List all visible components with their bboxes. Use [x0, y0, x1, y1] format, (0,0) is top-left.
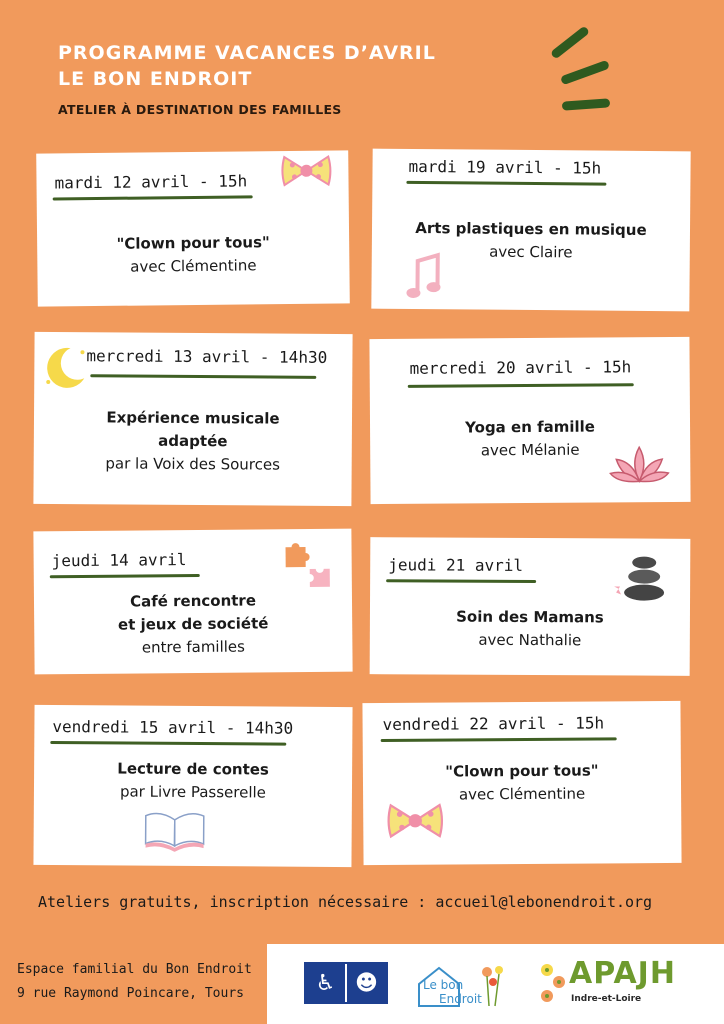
event-title: "Clown pour tous"	[116, 233, 270, 253]
book-icon	[142, 806, 208, 852]
event-date: mercredi 20 avril - 15h	[409, 357, 632, 378]
event-host: par la Voix des Sources	[105, 454, 281, 474]
event-date: mardi 19 avril - 15h	[408, 156, 602, 178]
mental-disability-icon: ☻	[347, 964, 386, 1002]
bow-icon	[280, 153, 332, 190]
event-card-jeudi-14	[33, 529, 352, 675]
apajh-name: APAJH	[569, 956, 676, 991]
address-line-1: Espace familial du Bon Endroit	[17, 962, 252, 977]
event-description	[34, 589, 353, 661]
event-date: mardi 12 avril - 15h	[54, 171, 248, 193]
registration-note: Ateliers gratuits, inscription nécessaire : accueil@lebonendroit.org	[38, 893, 653, 911]
address-block	[0, 944, 267, 1024]
date-underline	[381, 737, 617, 742]
date-underline	[408, 383, 634, 388]
event-title: Café rencontre	[129, 591, 257, 611]
event-card-vendredi-15	[33, 705, 352, 867]
event-title-cont: adaptée	[158, 431, 228, 451]
event-date: vendredi 22 avril - 15h	[382, 713, 605, 734]
apajh-logo	[537, 956, 712, 1014]
event-title: Arts plastiques en musique	[415, 218, 647, 240]
event-host: avec Clémentine	[130, 256, 257, 276]
event-host: avec Mélanie	[480, 440, 580, 460]
date-underline	[50, 574, 200, 578]
page-subtitle: ATELIER À DESTINATION DES FAMILLES	[58, 102, 342, 117]
event-description	[370, 605, 690, 653]
bow-icon	[385, 801, 445, 841]
event-card-mardi-19	[371, 149, 690, 312]
lotus-icon	[608, 441, 670, 487]
event-host: par Livre Passerelle	[119, 782, 266, 802]
decor-dash-1	[550, 25, 590, 59]
event-title: Expérience musicale	[106, 408, 280, 428]
puzzle-icon	[279, 541, 335, 593]
event-host: entre familles	[141, 637, 246, 657]
le-bon-endroit-logo	[417, 964, 509, 1008]
event-title: Soin des Mamans	[456, 607, 604, 627]
event-date: jeudi 14 avril	[51, 550, 187, 571]
event-title: "Clown pour tous"	[445, 761, 599, 781]
event-card-jeudi-21	[370, 537, 691, 676]
page-title	[58, 40, 436, 92]
event-title: Lecture de contes	[117, 759, 269, 779]
event-title-cont: et jeux de société	[117, 614, 269, 634]
address-line-2: 9 rue Raymond Poincare, Tours	[17, 986, 244, 1001]
title-line-1: PROGRAMME VACANCES D’AVRIL	[58, 42, 436, 64]
event-card-mercredi-13	[33, 332, 352, 506]
event-title: Yoga en famille	[465, 417, 596, 437]
flowers-icon	[479, 964, 509, 1008]
event-host: avec Clémentine	[458, 784, 586, 804]
sunflower-icon	[537, 960, 569, 1010]
event-description	[37, 230, 349, 279]
event-date: vendredi 15 avril - 14h30	[52, 717, 294, 738]
lbe-logo-text-2: Endroit	[439, 992, 482, 1006]
music-note-icon	[405, 251, 441, 303]
wheelchair-icon: ♿	[306, 964, 347, 1002]
date-underline	[386, 579, 536, 583]
title-line-2: LE BON ENDROIT	[58, 68, 253, 90]
event-description	[34, 406, 352, 477]
decor-dash-2	[560, 60, 610, 86]
partner-logos	[267, 944, 724, 1024]
date-underline	[406, 181, 606, 186]
date-underline	[53, 195, 253, 200]
date-underline	[90, 374, 316, 379]
moon-icon	[40, 342, 90, 392]
apajh-region: Indre-et-Loire	[571, 994, 642, 1004]
stones-icon	[608, 552, 670, 604]
lbe-logo-text-1: Le bon	[423, 978, 464, 992]
event-host: avec Claire	[489, 242, 573, 262]
event-card-mercredi-20	[369, 337, 690, 504]
event-description	[34, 757, 352, 805]
event-date: mercredi 13 avril - 14h30	[86, 346, 328, 367]
event-host: avec Nathalie	[478, 630, 582, 650]
accessibility-logo	[304, 962, 388, 1004]
event-date: jeudi 21 avril	[388, 555, 524, 575]
date-underline	[50, 741, 286, 746]
event-card-vendredi-22	[362, 701, 681, 865]
decor-dash-3	[562, 98, 611, 110]
event-card-mardi-12	[36, 150, 350, 306]
